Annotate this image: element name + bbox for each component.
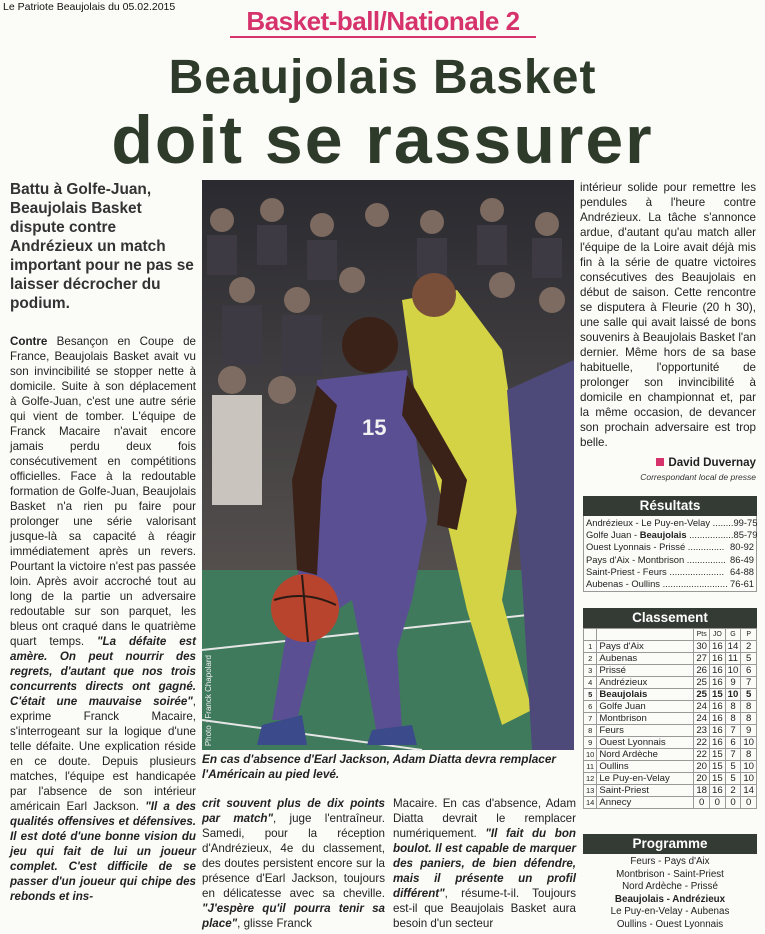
result-teams: Golfe Juan - Beaujolais ................. [586,529,734,541]
standings-g: 5 [725,761,741,773]
byline-square-icon [656,458,664,466]
result-score: 86-49 [730,553,754,565]
programme-match: Oullins - Ouest Lyonnais [616,918,724,930]
result-teams: Saint-Priest - Feurs ..................... [586,565,725,577]
standings-team: Golfe Juan [597,701,694,713]
standings-team: Aubenas [597,653,694,665]
headline-line-1: Beaujolais Basket [168,51,597,104]
coach-quote: "J'espère qu'il pourra tenir sa place" [202,902,385,930]
photo-caption: En cas d'absence d'Earl Jackson, Adam Diatta devra remplacer l'Américain au pied levé. [202,752,556,781]
result-teams: Aubenas - Oullins ......................... [586,578,728,590]
standings-p: 5 [741,689,757,701]
standings-g: 7 [725,749,741,761]
programme-match: Le Puy-en-Velay - Aubenas [610,906,730,918]
result-row [586,566,754,578]
standings-row [584,797,757,809]
header-jo: JO [709,629,725,641]
standings-jo: 16 [709,701,725,713]
standings-row [584,773,757,785]
standings-p: 10 [741,737,757,749]
source-line: Le Patriote Beaujolais du 05.02.2015 [3,1,176,13]
results-list [583,516,757,592]
standings-team: Montbrison [597,713,694,725]
standings-jo: 15 [709,749,725,761]
standings-team: Oullins [597,761,694,773]
body-text: , résume-t-il. Toujours est-il que Beaujolais Basket aura besoin d'un secteur [393,887,576,930]
coach-quote: "Il a des qualités offensives et défensives. Il est doté d'une bonne vision du jeu qui fait de lui un joueur complet. C'est difficile de se passer d'un joueur qui chipe des rebonds et ins- [10,800,196,903]
results-header: Résultats [583,496,757,516]
standings-pts: 18 [694,785,710,797]
standings-row [584,653,757,665]
standings-row [584,749,757,761]
result-row [586,554,754,566]
standings-rank: 14 [584,797,597,809]
standings-pts: 27 [694,653,710,665]
standings-row [584,785,757,797]
standings-rank: 13 [584,785,597,797]
programme-list [583,856,757,932]
standings-pts: 22 [694,737,710,749]
result-teams: Andrézieux - Le Puy-en-Velay ........ [586,517,734,528]
standings-row [584,713,757,725]
standings-row [584,701,757,713]
standings-rank: 11 [584,761,597,773]
programme-header: Programme [583,834,757,854]
standings-g: 10 [725,689,741,701]
standings-jo: 16 [709,725,725,737]
standings-row [584,677,757,689]
result-row [586,541,754,553]
standings-p: 10 [741,773,757,785]
article-photo [202,180,574,750]
standings-jo: 15 [709,761,725,773]
headline-line-2: doit se rassurer [111,102,654,178]
result-team-highlight: Beaujolais [639,529,687,541]
standings-g: 8 [725,713,741,725]
standings-g: 6 [725,737,741,749]
body-text: , juge l'entraîneur. Samedi, pour la réception d'Andrézieux, 4e du classement, des doutes persistent encore sur la présence d'Earl Jackson, toujours en délicatesse avec sa cheville. [202,812,385,900]
header-team [597,629,694,641]
standings-p: 2 [741,641,757,653]
standings-pts: 24 [694,713,710,725]
result-teams: Pays d'Aix - Montbrison ............... [586,553,726,565]
standings-team: Andrézieux [597,677,694,689]
body-text: Macaire. En cas d'absence, Adam Diatta devrait le remplacer numériquement. [393,797,576,840]
standings-pts: 20 [694,761,710,773]
byline-role: Correspondant local de presse [640,472,756,482]
standings-team: Nord Ardèche [597,749,694,761]
standings-jo: 15 [709,689,725,701]
standings-rank: 12 [584,773,597,785]
standings-rank: 10 [584,749,597,761]
standings-g: 8 [725,701,741,713]
standings-team: Saint-Priest [597,785,694,797]
standings-row [584,737,757,749]
coach-quote: crit souvent plus de dix points par match" [202,797,385,825]
standings-p: 9 [741,725,757,737]
article-lede: Battu à Golfe-Juan, Beaujolais Basket dispute contre Andrézieux un match important pour ne pas se laisser décrocher du podium. [10,181,194,312]
standings-p: 8 [741,701,757,713]
standings-team: Ouest Lyonnais [597,737,694,749]
result-score: 80-92 [730,541,754,553]
standings-rank: 9 [584,737,597,749]
standings-g: 5 [725,773,741,785]
standings-g: 7 [725,725,741,737]
standings-pts: 23 [694,725,710,737]
standings-jo: 15 [709,773,725,785]
standings-jo: 16 [709,785,725,797]
standings-p: 8 [741,713,757,725]
article-column-3 [393,796,576,931]
standings-team: Prissé [597,665,694,677]
standings-jo: 16 [709,737,725,749]
standings-pts: 30 [694,641,710,653]
lead-word: Contre [10,335,48,348]
result-row [586,517,758,529]
standings-p: 10 [741,761,757,773]
standings-jo: 16 [709,665,725,677]
standings-jo: 16 [709,677,725,689]
byline-name: David Duvernay [668,456,756,469]
programme-match: Beaujolais - Andrézieux [614,893,726,905]
standings-pts: 0 [694,797,710,809]
standings-row [584,761,757,773]
standings-row [584,725,757,737]
standings-p: 0 [741,797,757,809]
standings-team: Le Puy-en-Velay [597,773,694,785]
result-row [586,578,754,590]
header-g: G [725,629,741,641]
standings-g: 2 [725,785,741,797]
standings-g: 10 [725,665,741,677]
standings-rank: 8 [584,725,597,737]
byline [580,456,756,482]
programme-match: Nord Ardèche - Prissé [622,881,718,893]
standings-jo: 0 [709,797,725,809]
standings-jo: 16 [709,653,725,665]
standings-row [584,689,757,701]
standings-g: 14 [725,641,741,653]
result-row [586,529,758,541]
standings-p: 5 [741,653,757,665]
standings-team: Beaujolais [597,689,694,701]
standings-pts: 25 [694,689,710,701]
standings-p: 8 [741,749,757,761]
body-text: , glisse Franck [237,917,312,930]
standings-rank: 6 [584,701,597,713]
article-column-1 [10,334,196,904]
standings-team: Annecy [597,797,694,809]
body-text: intérieur solide pour remettre les pendules à l'heure contre Andrézieux. La tâche s'annonce ardue, d'autant qu'au match aller l'équipe de la Loire avait déjà mis fin à la série de quatre victoires consécutives des Beaujolais en début de saison. Cette rencontre se disputera à Fleurie (20 h 30), une salle qui avait laissé de bons souvenirs à Beaujolais Basket l'an dernier. Même hors de sa base habituelle, l'opportunité de prolonger son invincibilité à domicile en championnat et, par la même occasion, de devancer son prochain adversaire est trop belle. [580,181,756,449]
standings-table [583,628,757,809]
standings-rank: 2 [584,653,597,665]
standings-g: 0 [725,797,741,809]
header-pts: Pts [694,629,710,641]
standings-row [584,665,757,677]
standings-header-row [584,629,757,641]
standings-jo: 16 [709,641,725,653]
standings-pts: 25 [694,677,710,689]
result-score: 64-88 [730,565,754,577]
jersey-number: 15 [362,415,387,440]
standings-p: 6 [741,665,757,677]
photo-credit: Photo : Franck Chapolard [204,654,213,746]
article-column-2 [202,796,385,931]
section-rubric: Basket-ball/Nationale 2 [230,6,536,38]
standings-pts: 24 [694,701,710,713]
standings-rank: 1 [584,641,597,653]
body-text: , exprime Franck Macaire, s'interrogeant sur la logique d'une telle défaite. Une explication réside en ce doute. Depuis plusieurs matches, l'équipe est handicapée par l'absence de son intérieur américain Earl Jackson. [10,695,196,813]
coach-quote: "Il fait du bon boulot. Il est capable de marquer des paniers, de bien défendre, mais il présente un profil différent" [393,827,577,900]
standings-g: 9 [725,677,741,689]
result-score: 99-75 [733,517,758,528]
result-teams: Ouest Lyonnais - Prissé .............. [586,541,725,553]
article-column-4 [580,180,756,450]
standings-pts: 20 [694,773,710,785]
standings-team: Pays d'Aix [597,641,694,653]
result-score: 76-61 [730,578,754,590]
standings-header: Classement [583,608,757,628]
standings-team: Feurs [597,725,694,737]
standings-pts: 26 [694,665,710,677]
standings-rank: 3 [584,665,597,677]
standings-jo: 16 [709,713,725,725]
body-text: Besançon en Coupe de France, Beaujolais Basket avait vu son invincibilité se stopper nette à domicile. Suite à son déplacement à Golfe-Juan, c'est une autre série qui vient de tomber. L'équipe de Franck Macaire n'avait encore jamais perdu deux fois consécutivement en compétitions officielles. Face à la redoutable formation de Golfe-Juan, Beaujolais Basket n'a rien pu faire pour prolonger une série valorisant jusque-là sa capacité à réagir immédiatement après un revers. Pourtant la victoire n'est pas passée loin. Après avoir accroché tout au long de la partie un adversaire redoutable sur son parquet, les bleus ont craqué dans le quatrième quart temps. [10,335,196,648]
standings-p: 7 [741,677,757,689]
standings-p: 14 [741,785,757,797]
programme-match: Feurs - Pays d'Aix [630,856,710,867]
standings-rank: 5 [584,689,597,701]
result-score: 85-79 [733,529,758,541]
standings-pts: 22 [694,749,710,761]
programme-match: Montbrison - Saint-Priest [616,868,724,880]
standings-g: 11 [725,653,741,665]
coach-quote: "La défaite est amère. On peut nourrir des regrets, d'autant que nos trois concurrents directs ont gagné. C'était une mauvaise soirée" [10,635,196,708]
standings-rank: 4 [584,677,597,689]
standings-row [584,641,757,653]
header-rank [584,629,597,641]
header-p: P [741,629,757,641]
standings-rank: 7 [584,713,597,725]
